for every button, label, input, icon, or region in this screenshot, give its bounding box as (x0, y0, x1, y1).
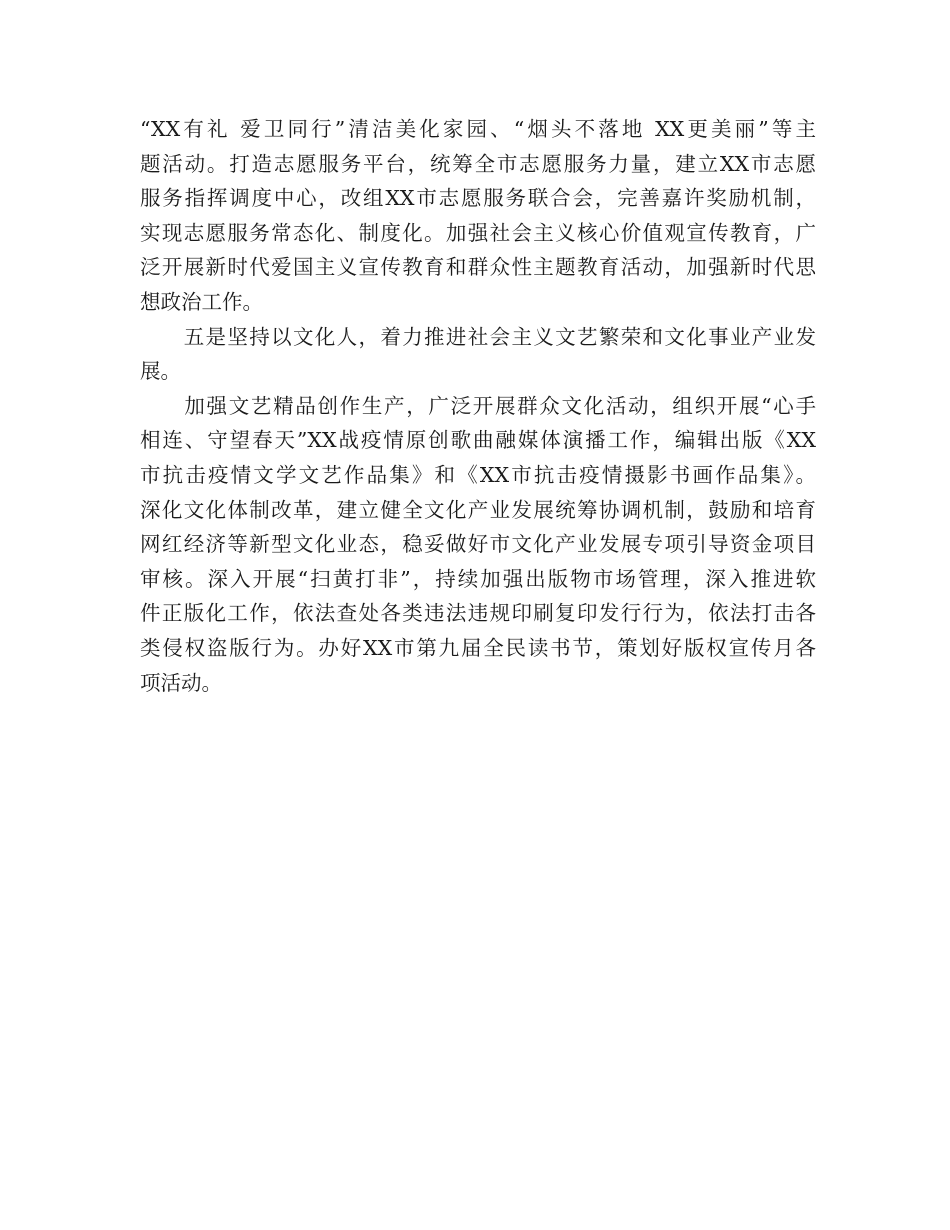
text-line: 服务指挥调度中心，改组XX市志愿服务联合会，完善嘉许奖励机制， (140, 186, 816, 211)
text-line: “XX有礼 爱卫同行”清洁美化家园、“烟头不落地 XX更美丽”等主 (140, 117, 816, 141)
text-line: 件正版化工作，依法查处各类违法违规印刷复印发行行为，依法打击各 (140, 601, 816, 626)
text-line: 类侵权盗版行为。办好XX市第九届全民读书节，策划好版权宣传月各 (140, 635, 816, 660)
text-line: 市抗击疫情文学文艺作品集》和《XX市抗击疫情摄影书画作品集》。 (140, 462, 816, 487)
text-line: 泛开展新时代爱国主义宣传教育和群众性主题教育活动，加强新时代思 (140, 255, 816, 280)
text-line: 项活动。 (140, 670, 222, 695)
text-line: 题活动。打造志愿服务平台，统筹全市志愿服务力量，建立XX市志愿 (140, 151, 816, 176)
text-line: 想政治工作。 (140, 289, 263, 314)
text-line: 展。 (140, 359, 181, 384)
text-line: 深化文化体制改革，建立健全文化产业发展统筹协调机制，鼓励和培育 (140, 497, 816, 522)
paragraph-1 (140, 112, 816, 320)
text-line: 相连、守望春天”XX战疫情原创歌曲融媒体演播工作，编辑出版《XX (140, 428, 816, 453)
text-line: 审核。深入开展“扫黄打非”，持续加强出版物市场管理，深入推进软 (140, 566, 816, 591)
document-body (140, 112, 816, 700)
text-line: 加强文艺精品创作生产，广泛开展群众文化活动，组织开展“心手 (140, 393, 816, 418)
paragraph-2 (140, 320, 816, 389)
text-line: 实现志愿服务常态化、制度化。加强社会主义核心价值观宣传教育，广 (140, 220, 816, 245)
paragraph-3 (140, 389, 816, 700)
text-line: 五是坚持以文化人，着力推进社会主义文艺繁荣和文化事业产业发 (140, 324, 816, 349)
text-line: 网红经济等新型文化业态，稳妥做好市文化产业发展专项引导资金项目 (140, 532, 816, 557)
